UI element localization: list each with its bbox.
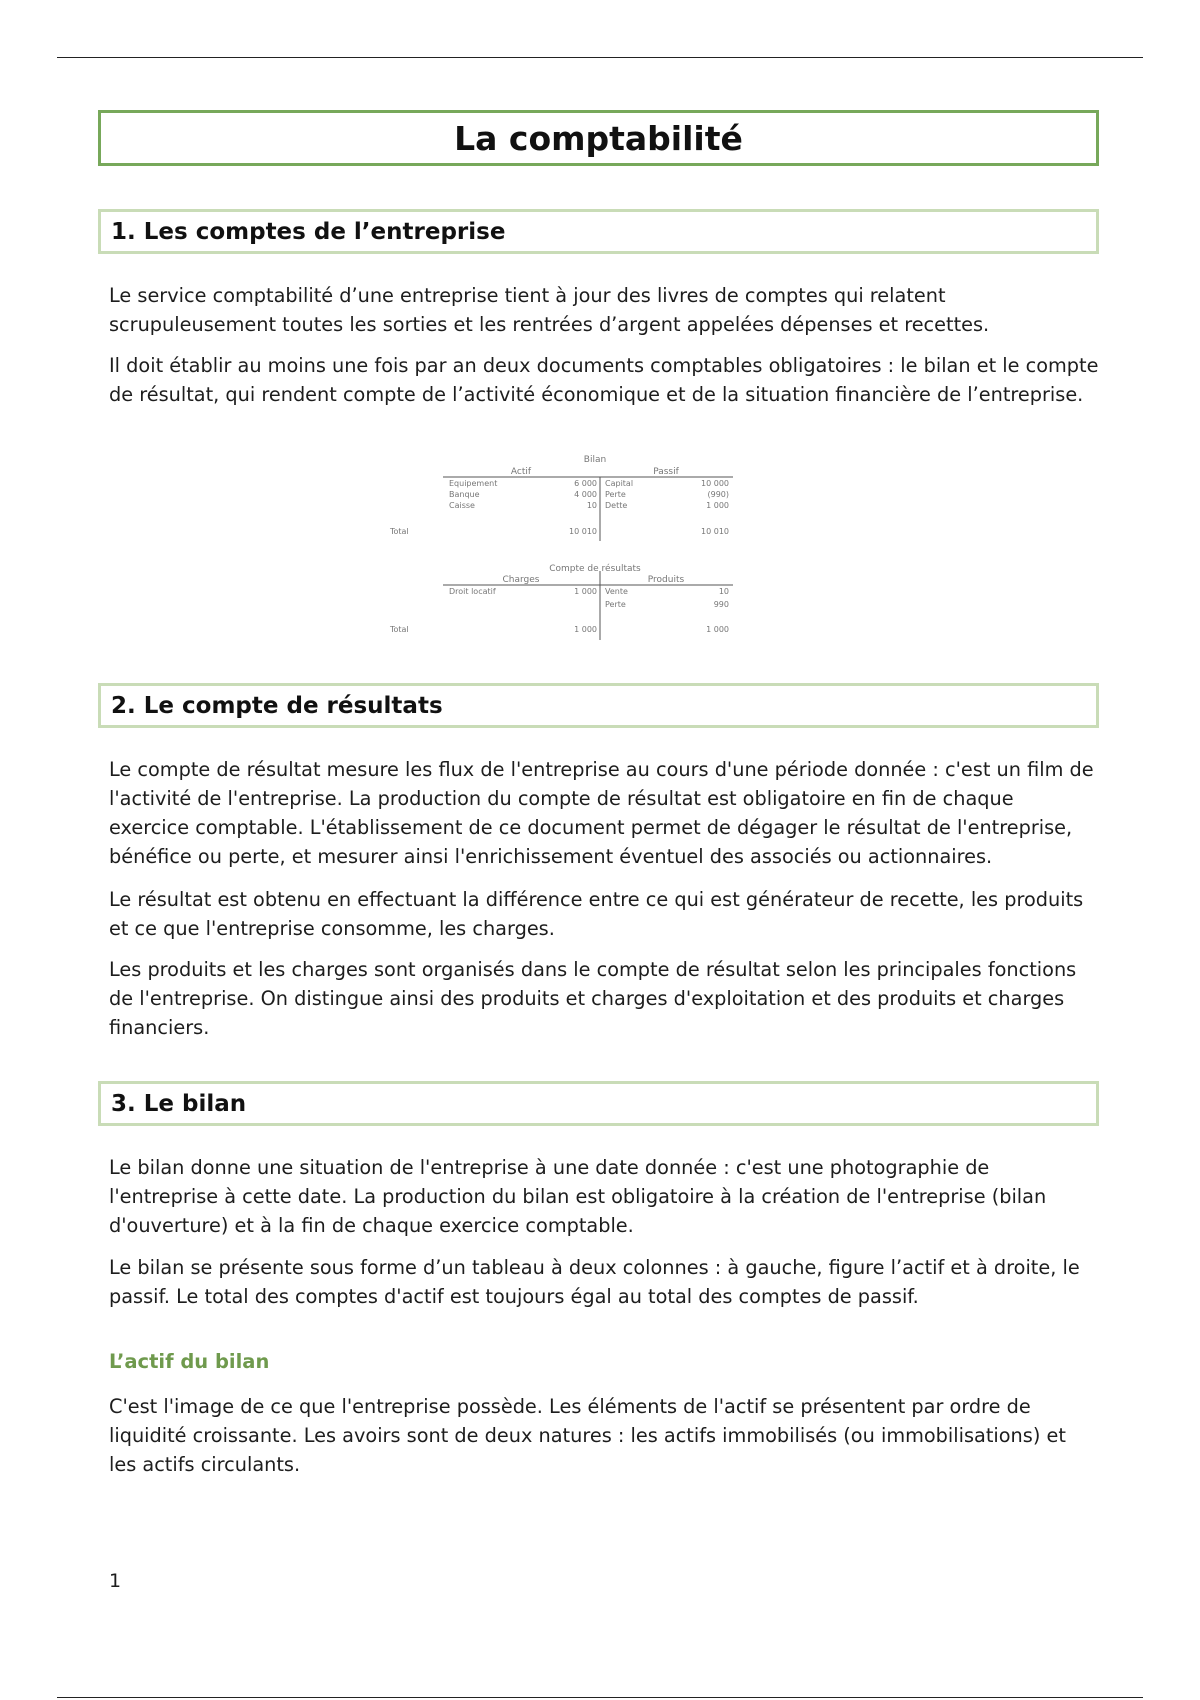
section-2-paragraph-1: Le compte de résultat mesure les flux de l'entreprise au cours d'une période donnée : c'est un film de l'activité de l'entreprise. La production du compte de résultat est obligatoire en fin de chaque exercice comptable. L'établissement de ce document permet de dégager le résultat de l'entreprise, bénéfice ou perte, et mesurer ainsi l'enrichissement éventuel des associés ou actionnaires. — [109, 758, 1094, 868]
resultat-left-value-1: 1 000 — [574, 587, 597, 596]
resultat-left-label-1: Droit locatif — [449, 587, 496, 596]
actif-subheading: L’actif du bilan — [109, 1350, 270, 1373]
resultat-right-label-2: Perte — [605, 600, 626, 609]
section-3-heading: 3. Le bilan — [98, 1081, 1099, 1126]
bilan-left-value-3: 10 — [586, 501, 597, 510]
bilan-actif-header: Actif — [510, 467, 532, 477]
resultat-right-total: 1 000 — [706, 625, 729, 634]
section-2-heading: 2. Le compte de résultats — [98, 683, 1099, 728]
header-rule — [57, 57, 1143, 58]
page-number: 1 — [109, 1570, 122, 1592]
bilan-left-label-2: Banque — [449, 490, 480, 499]
resultat-right-value-2: 990 — [713, 600, 729, 609]
bilan-right-value-3: 1 000 — [706, 501, 729, 510]
resultat-left-total: 1 000 — [574, 625, 597, 634]
bilan-right-label-2: Perte — [605, 490, 626, 499]
bilan-left-total: 10 010 — [569, 527, 597, 536]
resultat-charges-header: Charges — [502, 575, 540, 585]
resultat-total-label: Total — [390, 625, 409, 634]
resultat-produits-header: Produits — [647, 575, 685, 585]
bilan-left-value-1: 6 000 — [574, 479, 597, 488]
section-3-paragraph-2: Le bilan se présente sous forme d’un tableau à deux colonnes : à gauche, figure l’actif et à droite, le passif. Le total des comptes d'actif est toujours égal au total des comptes de passif. — [109, 1256, 1080, 1308]
bilan-title: Bilan — [583, 455, 607, 465]
section-1-paragraph-1: Le service comptabilité d’une entreprise tient à jour des livres de comptes qui relatent scrupuleusement toutes les sorties et les rentrées d’argent appelées dépenses et recettes. — [109, 284, 990, 336]
section-1-heading: 1. Les comptes de l’entreprise — [98, 209, 1099, 254]
section-3-paragraph-1: Le bilan donne une situation de l'entreprise à une date donnée : c'est une photographie de l'entreprise à cette date. La production du bilan est obligatoire à la création de l'entreprise (bilan d'ouverture) et à la fin de chaque exercice comptable. — [109, 1156, 1047, 1237]
bilan-left-value-2: 4 000 — [574, 490, 597, 499]
section-2-paragraph-2: Le résultat est obtenu en effectuant la différence entre ce qui est générateur de recette, les produits et ce que l'entreprise consomme, les charges. — [109, 888, 1084, 940]
actif-paragraph: C'est l'image de ce que l'entreprise possède. Les éléments de l'actif se présentent par ordre de liquidité croissante. Les avoirs sont de deux natures : les actifs immobilisés (ou immobilisations) et les actifs circulants. — [109, 1395, 1066, 1476]
bilan-total-label: Total — [390, 527, 409, 536]
document-title: La comptabilité — [98, 110, 1099, 166]
resultat-right-value-1: 10 — [718, 587, 729, 596]
bilan-right-total: 10 010 — [701, 527, 729, 536]
bilan-left-label-3: Caisse — [449, 501, 475, 510]
bilan-left-label-1: Equipement — [449, 479, 498, 488]
bilan-right-label-1: Capital — [605, 479, 634, 488]
bilan-right-label-3: Dette — [605, 501, 628, 510]
section-2-paragraph-3: Les produits et les charges sont organisés dans le compte de résultat selon les principales fonctions de l'entreprise. On distingue ainsi des produits et charges d'exploitation et des produits et charges financiers. — [109, 958, 1077, 1039]
resultat-right-label-1: Vente — [605, 587, 628, 596]
section-1-paragraph-2: Il doit établir au moins une fois par an deux documents comptables obligatoires : le bilan et le compte de résultat, qui rendent compte de l’activité économique et de la situation financière de l’entreprise. — [109, 354, 1099, 406]
bilan-right-value-2: (990) — [707, 490, 729, 499]
bilan-right-value-1: 10 000 — [701, 479, 729, 488]
footer-rule — [57, 1697, 1143, 1698]
resultat-title: Compte de résultats — [549, 564, 641, 574]
bilan-figure — [383, 450, 783, 645]
bilan-passif-header: Passif — [653, 467, 679, 477]
